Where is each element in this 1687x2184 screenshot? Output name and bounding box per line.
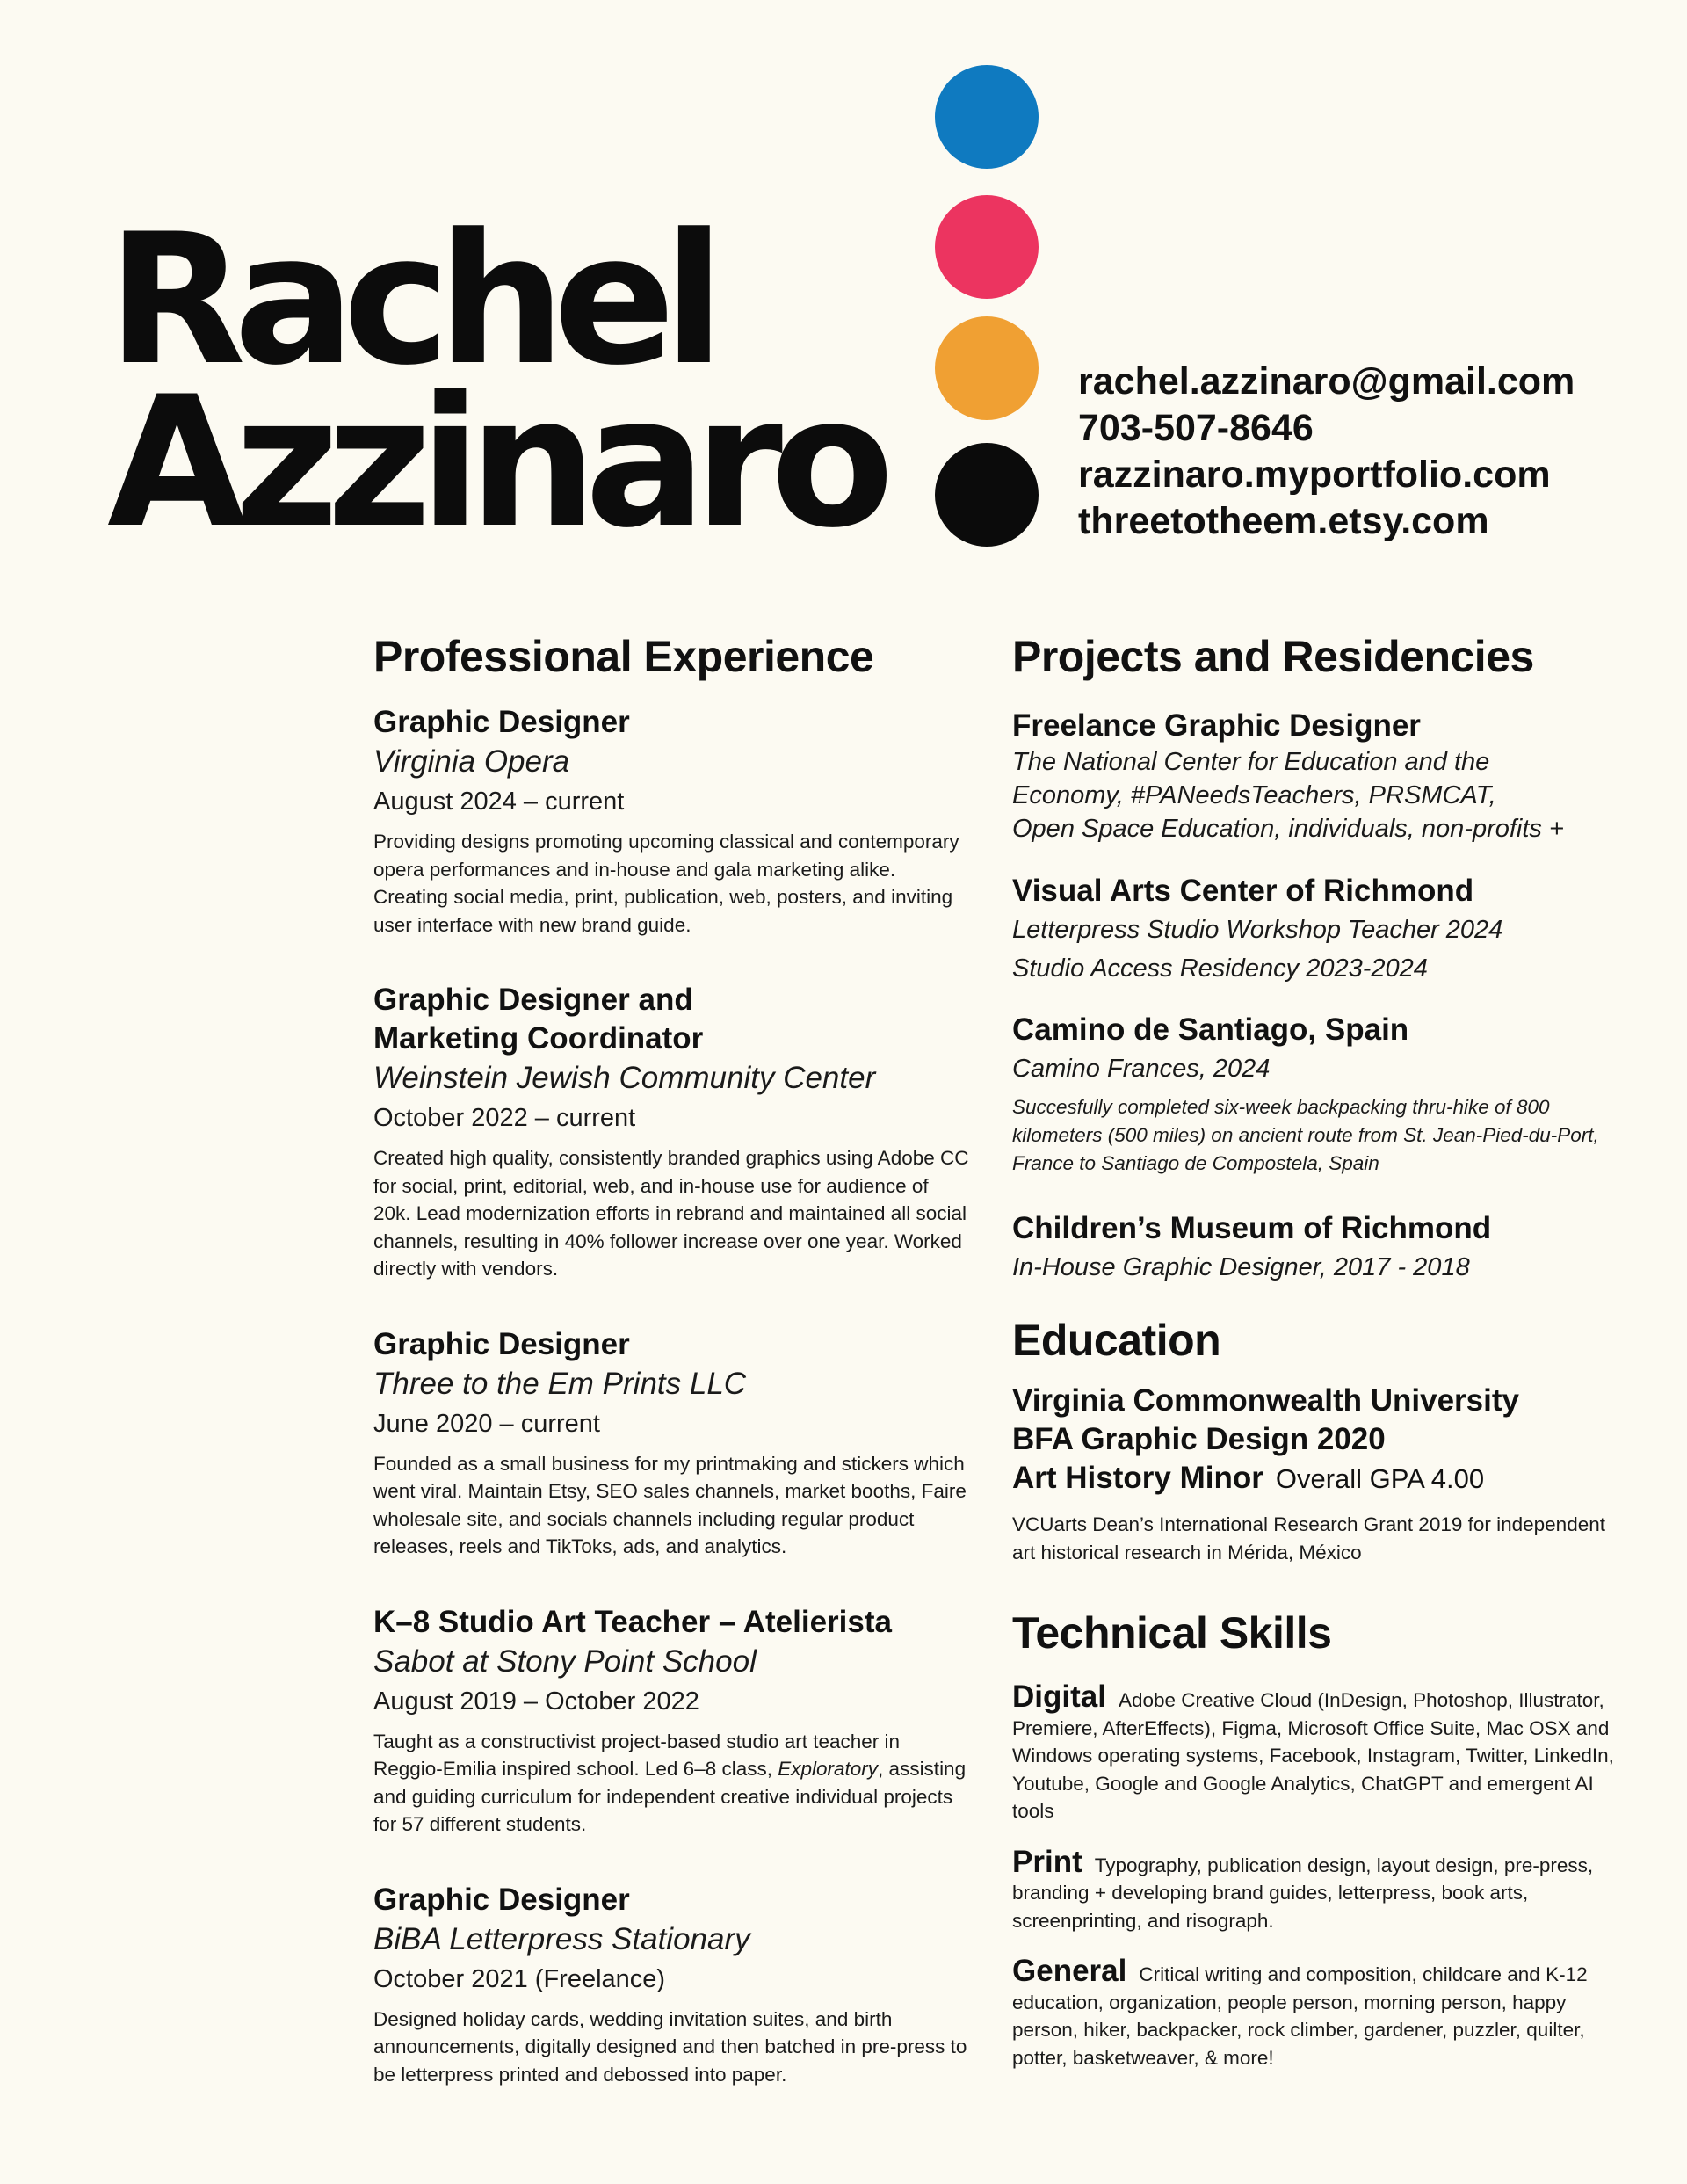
project-description: Succesfully completed six-week backpacking thru-hike of 800 kilometers (500 miles) on ancient route from St. Jean-Pied-du-Port, France to Santiago de Compostela, Spain [1012, 1096, 1599, 1174]
job-org: Sabot at Stony Point School [373, 1643, 757, 1679]
blue-dot [935, 65, 1039, 169]
project-line: In-House Graphic Designer, 2017 - 2018 [1012, 1253, 1470, 1281]
project-line: Open Space Education, individuals, non-profits + [1012, 815, 1564, 843]
education-entry [1012, 1382, 1627, 1567]
contact-etsy[interactable]: threetotheem.etsy.com [1078, 500, 1489, 542]
skill-head: Digital [1012, 1680, 1106, 1714]
project-title: Freelance Graphic Designer [1012, 708, 1421, 743]
skill-head: Print [1012, 1844, 1082, 1879]
contact-list [1078, 359, 1575, 545]
job-desc: Created high quality, consistently branded graphics using Adobe CC for social, print, editorial, web, and in-house use for audience of 20k. Lead modernization efforts in rebrand and maintained all social channels, resulting in 40% follower increase over one year. Worked directly with vendors. [373, 1147, 969, 1280]
job-desc: Founded as a small business for my printmaking and stickers which went viral. Maintain Etsy, SEO sales channels, market booths, Faire wholesale site, and socials channels including regular product releases, reels and TikToks, ads, and analytics. [373, 1452, 967, 1557]
skill-head: General [1012, 1954, 1127, 1988]
job-title-line: Marketing Coordinator [373, 1021, 704, 1056]
right-column [1012, 626, 1627, 2072]
job-title [373, 981, 971, 1058]
skill-general [1012, 1954, 1627, 2072]
project-title: Camino de Santiago, Spain [1012, 1012, 1409, 1047]
job-date: August 2024 – current [373, 787, 625, 816]
first-name: Rachel [107, 196, 713, 405]
experience-section [373, 626, 971, 2088]
skill-print [1012, 1844, 1627, 1935]
project-entry [1012, 1011, 1627, 1178]
education-gpa: Overall GPA 4.00 [1275, 1463, 1485, 1494]
job-desc-emphasis: Exploratory [778, 1758, 879, 1780]
job-entry [373, 1603, 971, 1839]
experience-heading: Professional Experience [373, 632, 874, 681]
skill-text: Adobe Creative Cloud (InDesign, Photoshop, Illustrator, Premiere, AfterEffects), Figma, Microsoft Office Suite, Mac OSX and Windows operating systems, Facebook, Instagram, Twitter, LinkedIn, Youtube, Google and Google Analytics, ChatGPT and emergent AI tools [1012, 1689, 1614, 1822]
job-desc-text: Taught as a constructivist project-based studio art teacher in Reggio-Emilia inspired school. Led 6–8 class, [373, 1730, 901, 1780]
project-line: Economy, #PANeedsTeachers, PRSMCAT, [1012, 781, 1496, 809]
resume-name [107, 196, 882, 568]
skill-text: Typography, publication design, layout design, pre-press, branding + developing brand guides, letterpress, book arts, screenprinting, and risograph. [1012, 1854, 1594, 1932]
education-minor-line [1012, 1459, 1627, 1498]
job-desc: Designed holiday cards, wedding invitation suites, and birth announcements, digitally designed and then batched in pre-press to be letterpress printed and debossed into paper. [373, 2007, 967, 2086]
job-desc [373, 1728, 971, 1839]
education-degree: BFA Graphic Design 2020 [1012, 1422, 1386, 1456]
education-school: Virginia Commonwealth University [1012, 1383, 1519, 1418]
contact-phone[interactable]: 703-507-8646 [1078, 407, 1314, 449]
job-entry [373, 1881, 971, 2089]
project-line: The National Center for Education and the [1012, 748, 1490, 776]
job-entry [373, 1325, 971, 1561]
job-title: Graphic Designer [373, 1326, 630, 1361]
job-date: October 2021 (Freelance) [373, 1964, 666, 1993]
black-dot [935, 443, 1039, 547]
project-title: Visual Arts Center of Richmond [1012, 874, 1474, 908]
project-line: Studio Access Residency 2023-2024 [1012, 954, 1428, 983]
project-entry [1012, 707, 1627, 845]
job-title: Graphic Designer [373, 705, 630, 739]
job-org: Three to the Em Prints LLC [373, 1366, 747, 1401]
education-heading: Education [1012, 1316, 1221, 1365]
job-date: June 2020 – current [373, 1409, 600, 1438]
job-entry [373, 981, 971, 1283]
project-entry [1012, 872, 1627, 988]
projects-heading: Projects and Residencies [1012, 632, 1534, 681]
skills-heading: Technical Skills [1012, 1608, 1332, 1658]
project-title: Children’s Museum of Richmond [1012, 1211, 1492, 1245]
skill-digital [1012, 1680, 1627, 1825]
education-minor: Art History Minor [1012, 1461, 1263, 1495]
job-title-line: Graphic Designer and [373, 983, 693, 1017]
job-org: BiBA Letterpress Stationary [373, 1921, 750, 1956]
job-title: Graphic Designer [373, 1882, 630, 1917]
education-note: VCUarts Dean’s International Research Grant 2019 for independent art historical research in Mérida, México [1012, 1513, 1605, 1564]
orange-dot [935, 316, 1039, 420]
last-name: Azzinaro [107, 359, 882, 568]
pink-dot [935, 195, 1039, 299]
job-desc: Providing designs promoting upcoming classical and contemporary opera performances and in-house and gala marketing alike. Creating social media, print, publication, web, posters, and inviting user interface with new brand guide. [373, 831, 959, 936]
job-desc-text: , assisting and guiding curriculum for independent creative individual projects for 57 different students. [373, 1758, 967, 1835]
contact-portfolio[interactable]: razzinaro.myportfolio.com [1078, 453, 1551, 496]
skill-text: Critical writing and composition, childcare and K-12 education, organization, people person, morning person, happy person, hiker, backpacker, rock climber, gardener, puzzler, quilter, potter, basketweaver, & more! [1012, 1963, 1588, 2069]
job-entry [373, 703, 971, 939]
job-date: October 2022 – current [373, 1104, 636, 1132]
project-line: Camino Frances, 2024 [1012, 1055, 1271, 1083]
job-date: August 2019 – October 2022 [373, 1687, 699, 1716]
project-entry [1012, 1209, 1627, 1287]
contact-email[interactable]: rachel.azzinaro@gmail.com [1078, 360, 1575, 403]
job-org: Virginia Opera [373, 744, 570, 779]
project-line: Letterpress Studio Workshop Teacher 2024 [1012, 916, 1503, 944]
job-org: Weinstein Jewish Community Center [373, 1061, 876, 1095]
job-title: K–8 Studio Art Teacher – Atelierista [373, 1604, 892, 1639]
